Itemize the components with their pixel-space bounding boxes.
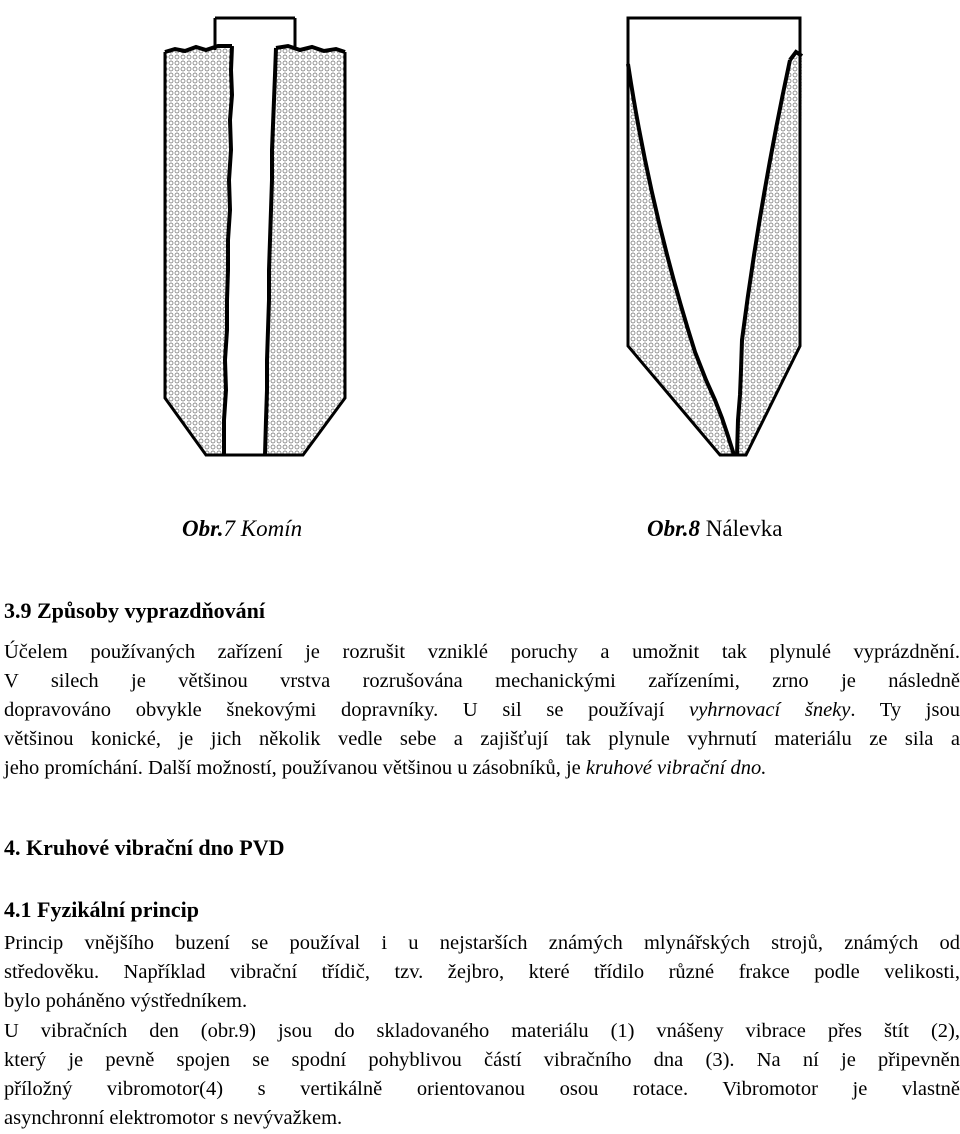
paragraph-line: příložný vibromotor(4) s vertikálně orientovanou osou rotace. Vibromotor je vlastně — [4, 1078, 960, 1100]
fig7-material-right — [265, 48, 345, 455]
paragraph-line: Princip vnějšího buzení se používal i u nejstarších známých mlynářských strojů, známých od — [4, 932, 960, 954]
figure-8-label: Obr. — [647, 516, 689, 541]
figure-7-number: 7 — [223, 516, 236, 541]
section-3-9-heading: 3.9 Způsoby vyprazdňování — [4, 598, 266, 623]
fig8-material-right — [737, 54, 802, 455]
section-4-1-paragraph-1 — [4, 929, 960, 1016]
paragraph-line: většinou konické, je jich několik vedle sebe a zajišťují tak plynule vyhrnutí materiálu ze sila a — [4, 728, 960, 750]
figure-8-number: 8 — [688, 516, 701, 541]
paragraph-line: asynchronní elektromotor s nevývažkem. — [4, 1107, 343, 1129]
figure-7-chimney-silo — [165, 18, 345, 455]
paragraph-line: U vibračních den (obr.9) jsou do skladovaného materiálu (1) vnášeny vibrace přes štít (2), — [4, 1020, 960, 1042]
figure-7-title: Komín — [240, 516, 303, 541]
figure-8-title: Nálevka — [705, 516, 783, 541]
section-4-1-heading: 4.1 Fyzikální princip — [4, 897, 199, 922]
fig8-material-left — [628, 64, 734, 455]
silo-figures — [0, 0, 960, 500]
line-text: jeho promíchání. Další možností, používanou většinou u zásobníků, je — [4, 757, 586, 779]
figure-8-caption — [647, 514, 782, 544]
paragraph-line — [4, 696, 960, 725]
section-4-1-paragraph-2 — [4, 1017, 960, 1133]
figure-8-funnel-silo — [628, 18, 802, 455]
term-kruhove-vibracni-dno: kruhové vibrační dno. — [585, 757, 767, 779]
figure-7-caption — [182, 514, 302, 544]
line-text: . Ty jsou — [850, 699, 960, 721]
figure-7-label: Obr. — [182, 516, 224, 541]
section-3-9-paragraph — [4, 638, 960, 783]
paragraph-line: středověku. Například vibrační třídič, tzv. žejbro, které třídilo různé frakce podle velikosti, — [4, 961, 960, 983]
paragraph-line: bylo poháněno výstředníkem. — [4, 990, 248, 1012]
paragraph-line: V silech je většinou vrstva rozrušována mechanickými zařízeními, zrno je následně — [4, 670, 960, 692]
paragraph-line — [4, 754, 960, 783]
fig7-material-left — [165, 46, 232, 455]
section-4-heading: 4. Kruhové vibrační dno PVD — [4, 835, 285, 860]
paragraph-line: který je pevně spojen se spodní pohyblivou částí vibračního dna (3). Na ní je připevněn — [4, 1049, 960, 1071]
line-text: dopravováno obvykle šnekovými dopravníky. U sil se používají — [4, 699, 690, 721]
term-vyhrnovaci-sneky: vyhrnovací šneky — [689, 699, 851, 721]
paragraph-line: Účelem používaných zařízení je rozrušit vzniklé poruchy a umožnit tak plynulé vyprázdnění. — [4, 641, 960, 663]
